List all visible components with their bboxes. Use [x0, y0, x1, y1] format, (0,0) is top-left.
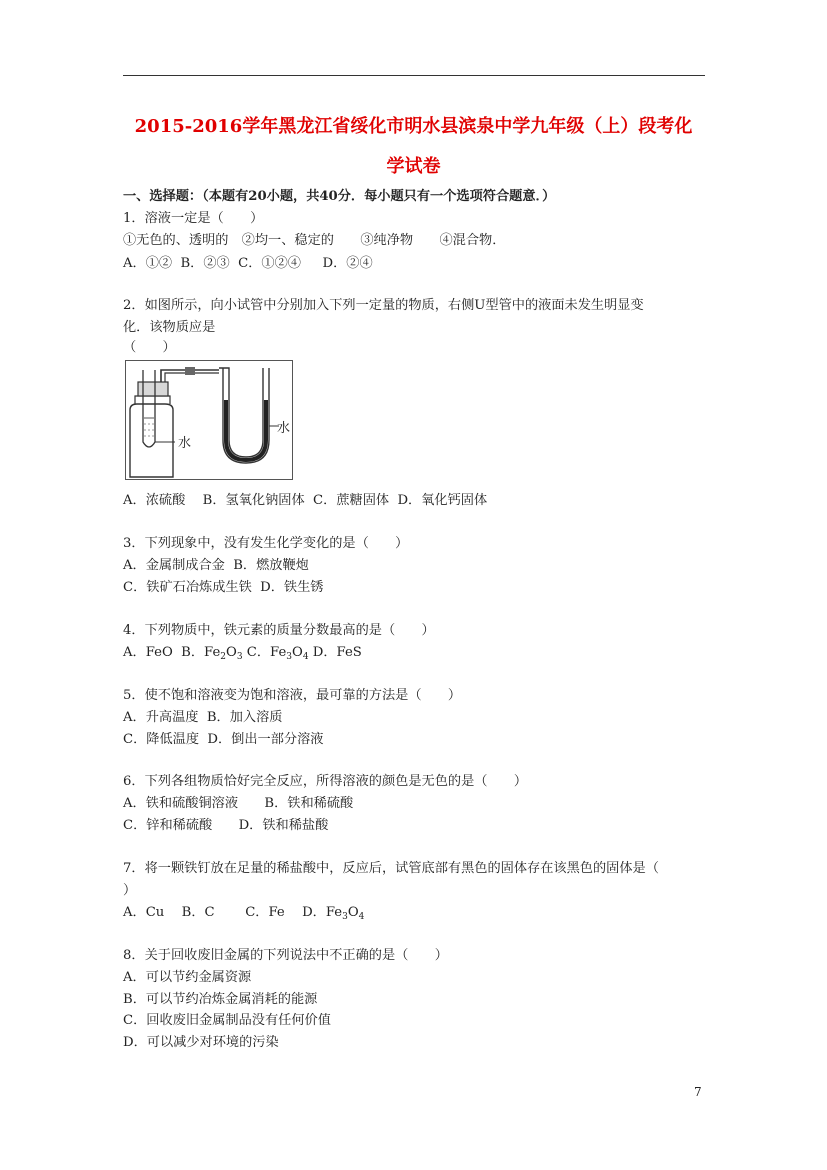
q1-items: ①无色的、透明的 ②均一、稳定的 ③纯净物 ④混合物． [123, 233, 506, 248]
water-label-left: 水 [178, 436, 192, 451]
q6-stem: 6．下列各组物质恰好完全反应，所得溶液的颜色是无色的是（ ） [123, 774, 528, 789]
page-title-line1: 2015-2016学年黑龙江省绥化市明水县滨泉中学九年级（上）段考化 [134, 116, 693, 137]
q6-options-line1: A．铁和硫酸铜溶液 B．铁和稀硫酸 [123, 796, 354, 811]
q8-stem: 8．关于回收废旧金属的下列说法中不正确的是（ ） [123, 948, 448, 963]
q2-stem-line1: 2．如图所示，向小试管中分别加入下列一定量的物质，右侧U型管中的液面未发生明显变 [123, 298, 644, 313]
q2-apparatus-figure [125, 360, 293, 480]
q8-option-d: D．可以减少对环境的污染 [123, 1035, 279, 1050]
q1-stem: 1．溶液一定是（ ） [123, 211, 264, 226]
q5-options-line1: A．升高温度 B．加入溶质 [123, 710, 283, 725]
q4-options [123, 645, 362, 665]
q6-options-line2: C．锌和稀硫酸 D．铁和稀盐酸 [123, 818, 329, 833]
q4-option-b: B．$Fe_2O_3$ [181, 645, 243, 662]
q8-option-b: B．可以节约冶炼金属消耗的能源 [123, 992, 318, 1007]
q7-options: A．Cu B．C C．Fe D．$Fe_3O_4$ [123, 905, 365, 922]
q2-options: A．浓硫酸 B．氢氧化钠固体 C．蔗糖固体 D．氧化钙固体 [123, 493, 488, 508]
q8-option-c: C．回收废旧金属制品没有任何价值 [123, 1013, 331, 1028]
q5-options-line2: C．降低温度 D．倒出一部分溶液 [123, 732, 324, 747]
q7-stem-line1: 7．将一颗铁钉放在足量的稀盐酸中，反应后，试管底部有黑色的固体存在该黑色的固体是（ [123, 861, 659, 876]
q3-stem: 3．下列现象中，没有发生化学变化的是（ ） [123, 536, 409, 551]
q1-options: A．①② B．②③ C．①②④ D．②④ [123, 256, 373, 271]
q2-stem-line2: 化．该物质应是 [123, 320, 216, 335]
water-label-right: 水 [277, 421, 291, 436]
section-header: 一、选择题：（本题有20小题，共40分．每小题只有一个选项符合题意．） [123, 189, 556, 204]
q4-option-d: D．FeS [312, 645, 362, 660]
page-title-line2: 学试卷 [386, 156, 441, 177]
q3-options-line2: C．铁矿石冶炼成生铁 D．铁生锈 [123, 580, 324, 595]
q4-option-a: A．FeO [123, 645, 173, 660]
q4-stem: 4．下列物质中，铁元素的质量分数最高的是（ ） [123, 623, 435, 638]
page-number: 7 [694, 1085, 702, 1099]
q8-option-a: A．可以节约金属资源 [123, 970, 252, 985]
header-rule [123, 75, 705, 76]
q4-option-c: C．$Fe_3O_4$ [246, 645, 309, 662]
q2-paren: （ ） [123, 340, 176, 355]
q5-stem: 5．使不饱和溶液变为饱和溶液，最可靠的方法是（ ） [123, 688, 462, 703]
q7-stem-line2: ） [123, 883, 137, 898]
q3-options-line1: A．金属制成合金 B．燃放鞭炮 [123, 558, 309, 573]
